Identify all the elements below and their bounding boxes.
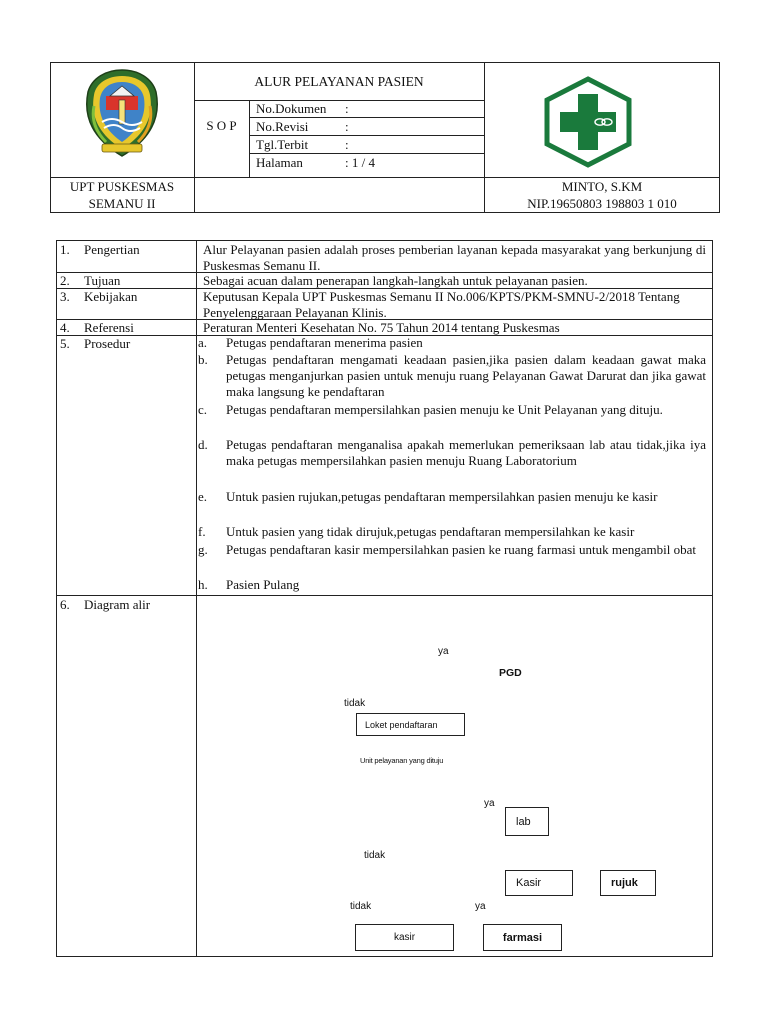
- row-label: Tujuan: [84, 273, 121, 288]
- doc-field-value: :: [345, 137, 349, 152]
- row-number: 4.: [60, 320, 70, 335]
- purpose-text: Sebagai acuan dalam penerapan langkah-langkah untuk pelayanan pasien.: [203, 273, 588, 288]
- definition-text: Alur Pelayanan pasien adalah proses pemberian layanan kepada masyarakat yang berkunjung di Puskesmas Semanu II.: [203, 242, 706, 273]
- list-item: d. Petugas pendaftaran menganalisa apakah memerlukan pemeriksaan lab atau tidak,jika iya maka petugas mempersilahkan pasien menuju Ruang Laboratorium: [198, 437, 706, 468]
- list-item: e. Untuk pasien rujukan,petugas pendaftaran mempersilahkan pasien menuju ke kasir: [198, 489, 658, 504]
- row-number: 3.: [60, 289, 70, 304]
- signer-block: [484, 178, 720, 212]
- flow-node-lab: lab: [505, 807, 549, 836]
- doc-field-value: : 1 / 4: [345, 155, 375, 170]
- puskesmas-cross-logo-icon: [543, 76, 633, 168]
- doc-field-value: :: [345, 101, 349, 116]
- policy-text: Keputusan Kepala UPT Puskesmas Semanu II No.006/KPTS/PKM-SMNU-2/2018 Tentang Penyelenggaraan Pelayanan Klinis.: [203, 289, 680, 320]
- flow-node-kasir-final: kasir: [355, 924, 454, 951]
- row-label: Diagram alir: [84, 597, 151, 612]
- reference-text: Peraturan Menteri Kesehatan No. 75 Tahun 2014 tentang Puskesmas: [203, 320, 560, 335]
- list-item: b. Petugas pendaftaran mengamati keadaan pasien,jika pasien dalam keadaan gawat maka petugas menganjurkan pasien untuk menuju ruang Pelayanan Gawat Darurat dan jika gawat maka langsung ke pendaftaran: [198, 352, 706, 399]
- row-number: 1.: [60, 242, 70, 257]
- flow-label-ya: ya: [484, 798, 495, 809]
- doc-field-label: No.Revisi: [256, 119, 309, 134]
- flow-label-tidak: tidak: [350, 901, 372, 912]
- flow-label-tidak: tidak: [344, 698, 366, 709]
- signer-name: MINTO, S.KM: [561, 179, 643, 194]
- list-item: c. Petugas pendaftaran mempersilahkan pasien menuju ke Unit Pelayanan yang dituju.: [198, 402, 663, 417]
- doc-field-label: No.Dokumen: [256, 101, 327, 116]
- doc-field-value: :: [345, 119, 349, 134]
- flow-node-farmasi: farmasi: [483, 924, 562, 951]
- flow-label-ya: ya: [475, 901, 486, 912]
- row-label: Kebijakan: [84, 289, 138, 304]
- list-item: f. Untuk pasien yang tidak dirujuk,petugas pendaftaran mempersilahkan ke kasir: [198, 524, 635, 539]
- row-number: 5.: [60, 336, 70, 351]
- flow-node-rujuk: rujuk: [600, 870, 656, 896]
- procedure-list: [198, 335, 706, 594]
- flow-node-unit-pelayanan: Unit pelayanan yang dituju: [360, 756, 444, 765]
- org-name: UPT PUSKESMAS SEMANU II: [69, 179, 175, 211]
- flow-node-kasir: Kasir: [505, 870, 573, 896]
- list-item: a. Petugas pendaftaran menerima pasien: [198, 335, 423, 350]
- row-number: 6.: [60, 597, 70, 612]
- doc-field-label: Tgl.Terbit: [256, 137, 309, 152]
- list-item: g. Petugas pendaftaran kasir mempersilahkan pasien ke ruang farmasi untuk mengambil obat: [198, 542, 697, 557]
- regency-emblem-icon: [84, 66, 160, 160]
- sop-label: S O P: [206, 118, 237, 133]
- signer-nip: NIP.19650803 198803 1 010: [527, 196, 677, 211]
- row-label: Pengertian: [84, 242, 140, 257]
- flow-node-pgd: PGD: [499, 667, 522, 679]
- row-label: Prosedur: [84, 336, 131, 351]
- row-number: 2.: [60, 273, 70, 288]
- flow-label-tidak: tidak: [364, 850, 386, 861]
- page-title: ALUR PELAYANAN PASIEN: [254, 74, 424, 89]
- flow-label-ya: ya: [438, 646, 449, 657]
- row-label: Referensi: [84, 320, 134, 335]
- flow-node-loket-pendaftaran: Loket pendaftaran: [356, 713, 465, 736]
- list-item: h. Pasien Pulang: [198, 577, 300, 592]
- doc-field-label: Halaman: [256, 155, 303, 170]
